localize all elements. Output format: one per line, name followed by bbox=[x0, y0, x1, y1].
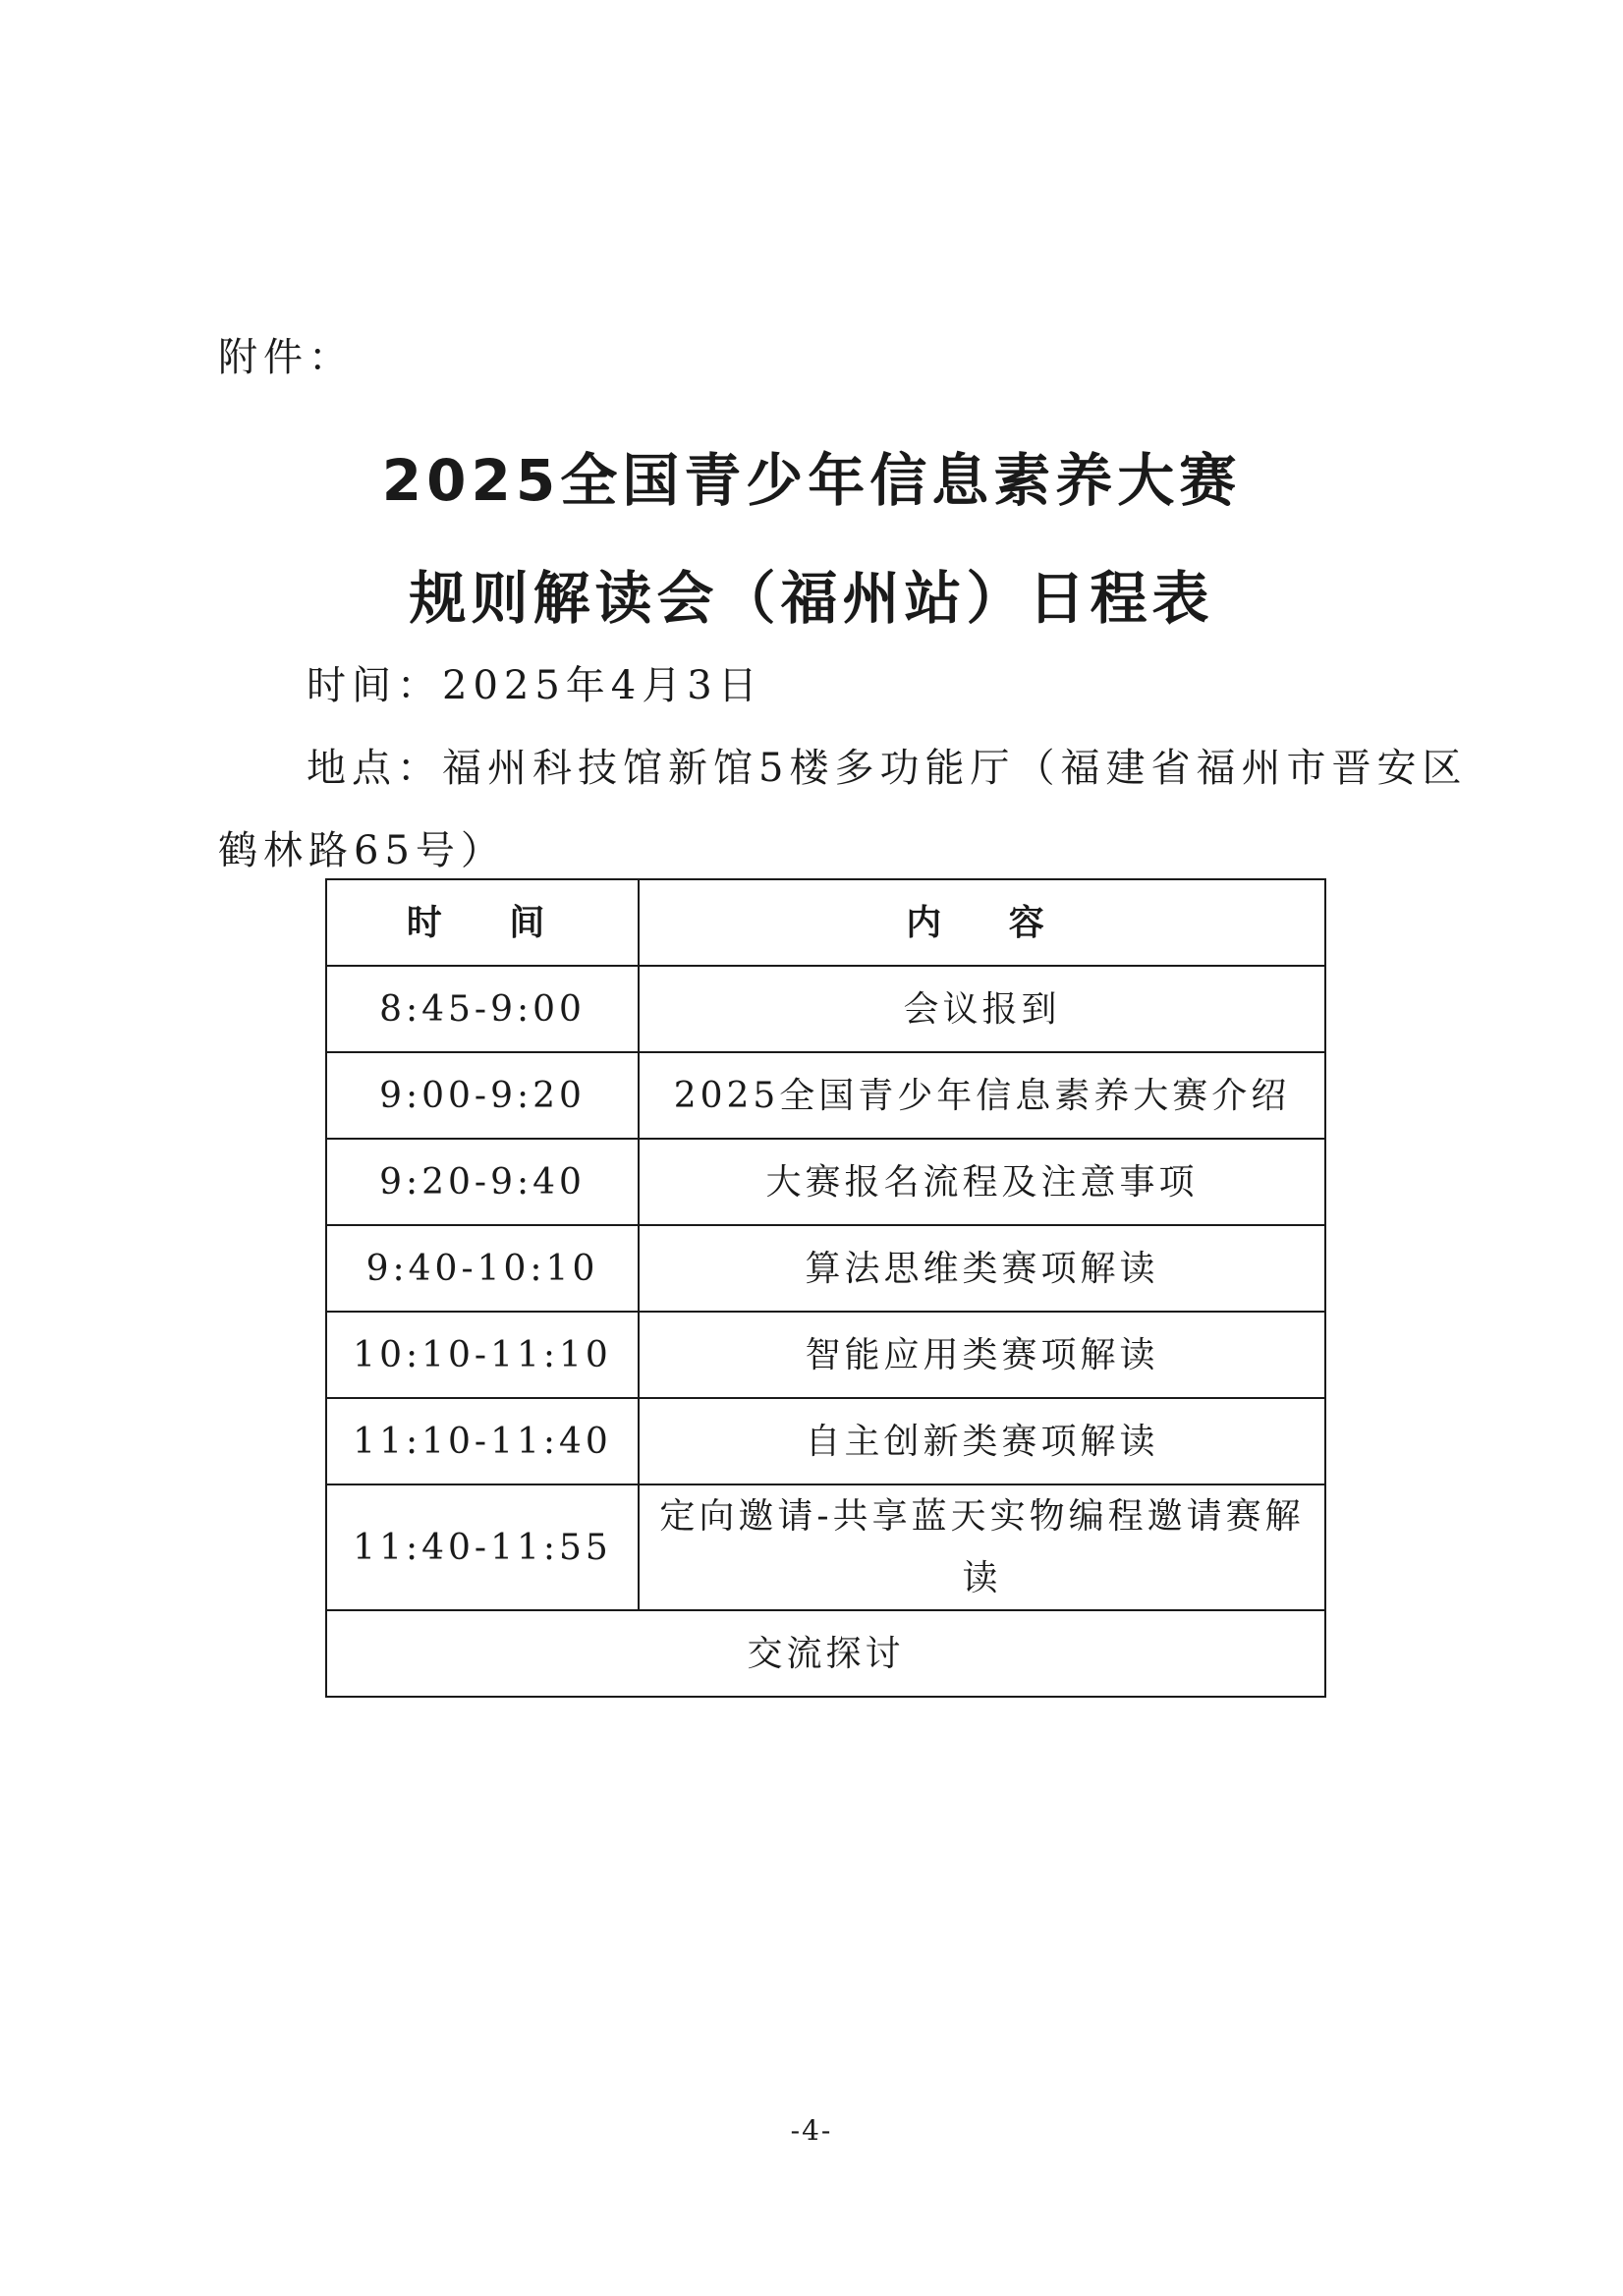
row-time: 9:40-10:10 bbox=[326, 1225, 639, 1312]
event-location-line-2: 鹤林路65号） bbox=[218, 828, 506, 873]
row-content: 智能应用类赛项解读 bbox=[639, 1312, 1325, 1398]
row-time: 10:10-11:10 bbox=[326, 1312, 639, 1398]
table-row bbox=[326, 966, 1325, 1052]
table-row bbox=[326, 1484, 1325, 1610]
event-time: 时间：2025年4月3日 bbox=[307, 663, 763, 708]
row-content: 定向邀请-共享蓝天实物编程邀请赛解读 bbox=[639, 1484, 1325, 1610]
discussion-cell: 交流探讨 bbox=[326, 1610, 1325, 1697]
document-title-line-2: 规则解读会（福州站）日程表 bbox=[409, 565, 1214, 632]
schedule-table bbox=[325, 878, 1326, 1698]
row-time: 9:00-9:20 bbox=[326, 1052, 639, 1139]
table-row bbox=[326, 1312, 1325, 1398]
event-location-line-1: 地点：福州科技馆新馆5楼多功能厅（福建省福州市晋安区 bbox=[307, 746, 1468, 791]
row-time: 8:45-9:00 bbox=[326, 966, 639, 1052]
header-time: 时 间 bbox=[326, 879, 639, 966]
attachment-label: 附件： bbox=[218, 335, 354, 380]
row-content: 自主创新类赛项解读 bbox=[639, 1398, 1325, 1484]
page-number: -4- bbox=[790, 2114, 833, 2147]
table-row bbox=[326, 1398, 1325, 1484]
table-row bbox=[326, 1052, 1325, 1139]
document-title-line-1: 2025全国青少年信息素养大赛 bbox=[381, 447, 1242, 514]
table-footer-row bbox=[326, 1610, 1325, 1697]
row-time: 11:10-11:40 bbox=[326, 1398, 639, 1484]
row-time: 11:40-11:55 bbox=[326, 1484, 639, 1610]
row-content: 算法思维类赛项解读 bbox=[639, 1225, 1325, 1312]
row-content: 会议报到 bbox=[639, 966, 1325, 1052]
schedule-header-row bbox=[326, 879, 1325, 966]
table-row bbox=[326, 1225, 1325, 1312]
row-content: 2025全国青少年信息素养大赛介绍 bbox=[639, 1052, 1325, 1139]
row-time: 9:20-9:40 bbox=[326, 1139, 639, 1225]
header-content: 内 容 bbox=[639, 879, 1325, 966]
row-content: 大赛报名流程及注意事项 bbox=[639, 1139, 1325, 1225]
table-row bbox=[326, 1139, 1325, 1225]
